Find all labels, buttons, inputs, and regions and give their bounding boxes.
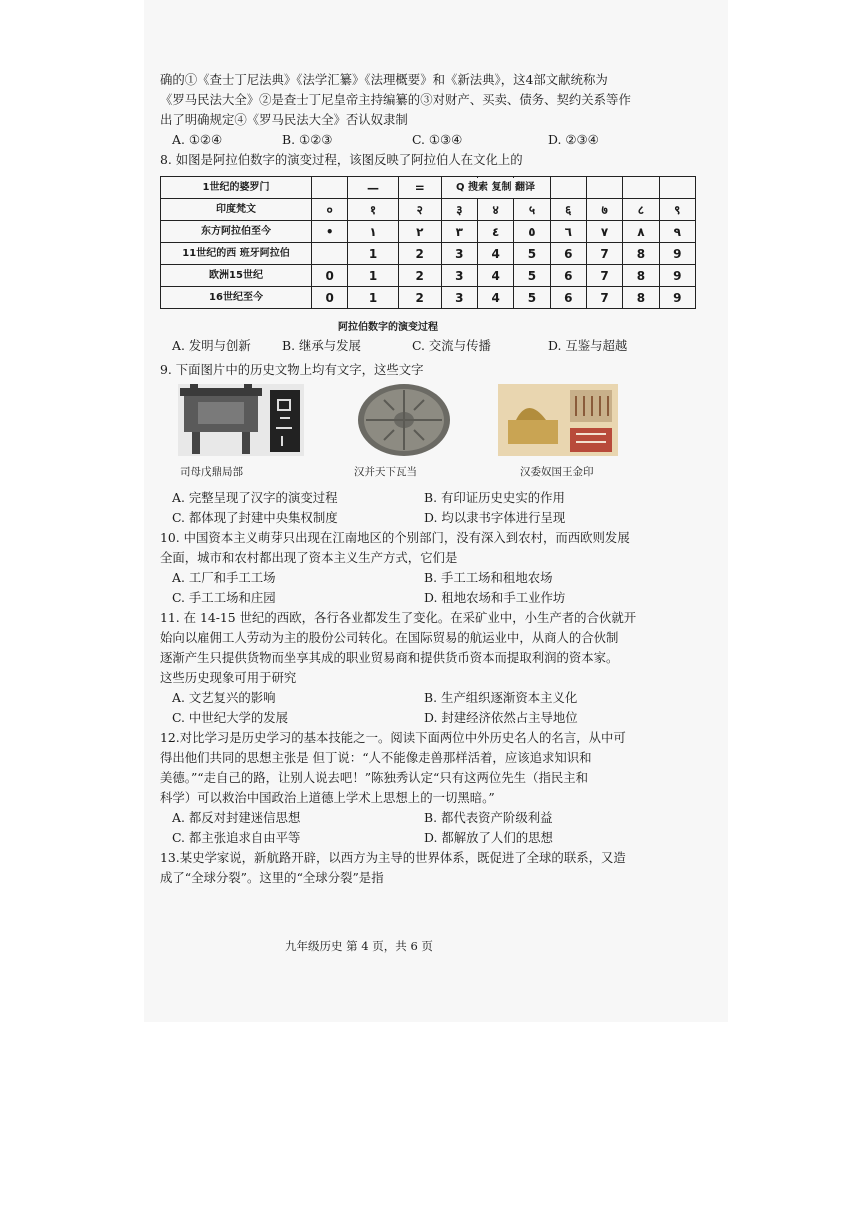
numeral-cell: २ xyxy=(398,199,441,221)
q10-options-row-1 xyxy=(160,568,722,588)
gold-seal-picture xyxy=(498,384,618,456)
numeral-row-head: 欧洲15世纪 xyxy=(161,265,312,287)
exam-sheet xyxy=(144,0,728,1022)
numeral-cell: ٢ xyxy=(398,221,441,243)
numeral-cell: 9 xyxy=(659,287,695,309)
q10-option-b[interactable]: B. 手工工场和租地农场 xyxy=(424,570,553,585)
q7-option-d[interactable]: D. ②③④ xyxy=(548,132,599,147)
numeral-cell: 9 xyxy=(659,265,695,287)
q10-option-c[interactable]: C. 手工工场和庄园 xyxy=(172,590,276,605)
q12-option-a[interactable]: A. 都反对封建迷信思想 xyxy=(172,810,301,825)
q9-stem: 9. 下面图片中的历史文物上均有文字，这些文字 xyxy=(160,362,424,377)
numeral-cell: 2 xyxy=(398,243,441,265)
numeral-row-head: 16世纪至今 xyxy=(161,287,312,309)
numeral-cell: 4 xyxy=(478,287,514,309)
table-caption: 阿拉伯数字的演变过程 xyxy=(338,322,438,333)
numeral-cell xyxy=(312,243,348,265)
numeral-row-head: 1世纪的婆罗门 xyxy=(161,177,312,199)
numeral-cell: 7 xyxy=(586,265,622,287)
q12-line: 得出他们共同的思想主张是 但丁说：“人不能像走兽那样活着，应该追求知识和 xyxy=(160,750,592,765)
q11-option-d[interactable]: D. 封建经济依然占主导地位 xyxy=(424,710,578,725)
numeral-cell: 5 xyxy=(514,287,550,309)
numeral-row-head: 11世纪的西 班牙阿拉伯 xyxy=(161,243,312,265)
numeral-cell: ٩ xyxy=(659,221,695,243)
numeral-cell xyxy=(659,177,695,199)
numeral-row-head: 印度梵文 xyxy=(161,199,312,221)
q7-option-b[interactable]: B. ①②③ xyxy=(282,132,333,147)
numeral-cell: — xyxy=(348,177,398,199)
q12-options-row-1 xyxy=(160,808,722,828)
q10-option-d[interactable]: D. 租地农场和手工业作坊 xyxy=(424,590,566,605)
q12-option-b[interactable]: B. 都代表资产阶级利益 xyxy=(424,810,553,825)
numeral-cell: 6 xyxy=(550,287,586,309)
numeral-table-row xyxy=(161,287,696,309)
q9-options-row-1 xyxy=(160,488,722,508)
q8-option-c[interactable]: C. 交流与传播 xyxy=(412,338,491,353)
numeral-cell: 4 xyxy=(478,243,514,265)
numeral-table-row xyxy=(161,243,696,265)
numeral-cell: 1 xyxy=(348,243,398,265)
numeral-cell: ٣ xyxy=(441,221,477,243)
numeral-cell: • xyxy=(312,221,348,243)
q11-options-row-2 xyxy=(160,708,722,728)
q8-stem: 8. 如图是阿拉伯数字的演变过程，该图反映了阿拉伯人在文化上的 xyxy=(160,152,523,167)
numeral-table-row xyxy=(161,199,696,221)
numeral-cell: 2 xyxy=(398,265,441,287)
eave-tile-picture xyxy=(356,384,452,456)
numeral-cell: 7 xyxy=(586,243,622,265)
numeral-cell: 3 xyxy=(441,287,477,309)
numeral-cell: 7 xyxy=(586,287,622,309)
numeral-cell: ५ xyxy=(514,199,550,221)
q9-option-d[interactable]: D. 均以隶书字体进行呈现 xyxy=(424,510,566,525)
q9-option-a[interactable]: A. 完整呈现了汉字的演变过程 xyxy=(172,490,338,505)
q13-line: 成了“全球分裂”。这里的“全球分裂”是指 xyxy=(160,870,384,885)
numeral-cell: 8 xyxy=(623,287,659,309)
numeral-cell xyxy=(623,177,659,199)
ding-vessel-picture xyxy=(178,384,304,456)
numeral-cell: 6 xyxy=(550,265,586,287)
numeral-cell: ३ xyxy=(441,199,477,221)
q7-option-a[interactable]: A. ①②④ xyxy=(172,132,223,147)
q10-option-a[interactable]: A. 工厂和手工工场 xyxy=(172,570,276,585)
numeral-cell: ٨ xyxy=(623,221,659,243)
numeral-cell: ٦ xyxy=(550,221,586,243)
q12-line: 美德。”“走自己的路，让别人说去吧！”陈独秀认定“只有这两位先生（指民主和 xyxy=(160,770,589,785)
numeral-cell: 5 xyxy=(514,243,550,265)
q10-line: 全面，城市和农村都出现了资本主义生产方式，它们是 xyxy=(160,550,458,565)
q13-line: 13.某史学家说，新航路开辟，以西方为主导的世界体系，既促进了全球的联系，又造 xyxy=(160,850,626,865)
text-line: 《罗马民法大全》②是查士丁尼皇帝主持编纂的③对财产、买卖、债务、契约关系等作 xyxy=(160,92,631,107)
q12-option-d[interactable]: D. 都解放了人们的思想 xyxy=(424,830,553,845)
q8-option-b[interactable]: B. 继承与发展 xyxy=(282,338,361,353)
q12-option-c[interactable]: C. 都主张追求自由平等 xyxy=(172,830,301,845)
numeral-cell: ८ xyxy=(623,199,659,221)
numeral-cell xyxy=(312,177,348,199)
numeral-cell: 5 xyxy=(514,265,550,287)
page-footer: 九年级历史 第 4 页，共 6 页 xyxy=(285,939,433,953)
numeral-cell: 8 xyxy=(623,243,659,265)
q11-options-row-1 xyxy=(160,688,722,708)
page-content xyxy=(160,70,722,888)
numeral-cell: 2 xyxy=(398,287,441,309)
q9-option-b[interactable]: B. 有印证历史史实的作用 xyxy=(424,490,565,505)
q7-option-c[interactable]: C. ①③④ xyxy=(412,132,463,147)
q9-option-c[interactable]: C. 都体现了封建中央集权制度 xyxy=(172,510,338,525)
q11-line: 始向以雇佣工人劳动为主的股份公司转化。在国际贸易的航运业中，从商人的合伙制 xyxy=(160,630,619,645)
q8-option-a[interactable]: A. 发明与创新 xyxy=(172,338,251,353)
numeral-cell: = xyxy=(398,177,441,199)
text-line: 出了明确规定④《罗马民法大全》否认奴隶制 xyxy=(160,112,408,127)
q10-options-row-2 xyxy=(160,588,722,608)
picture-caption-2: 汉并天下瓦当 xyxy=(354,466,417,478)
q10-line: 10. 中国资本主义萌芽只出现在江南地区的个别部门，没有深入到农村，而西欧则发展 xyxy=(160,530,630,545)
relic-pictures xyxy=(160,384,722,484)
numeral-cell: ٤ xyxy=(478,221,514,243)
picture-caption-1: 司母戊鼎局部 xyxy=(180,466,243,478)
numeral-cell: ० xyxy=(312,199,348,221)
numeral-cell: ४ xyxy=(478,199,514,221)
q9-options-row-2 xyxy=(160,508,722,528)
numeral-cell: ९ xyxy=(659,199,695,221)
numeral-cell xyxy=(550,177,586,199)
q12-line: 科学）可以救治中国政治上道德上学术上思想上的一切黑暗。” xyxy=(160,790,495,805)
numeral-cell: 9 xyxy=(659,243,695,265)
numeral-cell: ٥ xyxy=(514,221,550,243)
numeral-cell: ६ xyxy=(550,199,586,221)
numeral-cell: १ xyxy=(348,199,398,221)
numeral-cell: 0 xyxy=(312,287,348,309)
q11-option-b[interactable]: B. 生产组织逐渐资本主义化 xyxy=(424,690,578,705)
numeral-cell: ७ xyxy=(586,199,622,221)
numeral-table-figure xyxy=(160,176,722,334)
numeral-cell: 1 xyxy=(348,265,398,287)
q8-options xyxy=(160,336,722,356)
numeral-evolution-table xyxy=(160,176,696,309)
q7-options xyxy=(160,130,722,150)
q11-line: 这些历史现象可用于研究 xyxy=(160,670,297,685)
numeral-table-row xyxy=(161,265,696,287)
numeral-row-head: 东方阿拉伯至今 xyxy=(161,221,312,243)
numeral-cell: 8 xyxy=(623,265,659,287)
q12-options-row-2 xyxy=(160,828,722,848)
numeral-cell: ٧ xyxy=(586,221,622,243)
numeral-cell: 0 xyxy=(312,265,348,287)
numeral-cell: 3 xyxy=(441,265,477,287)
numeral-cell: 1 xyxy=(348,287,398,309)
numeral-cell: 6 xyxy=(550,243,586,265)
q11-option-a[interactable]: A. 文艺复兴的影响 xyxy=(172,690,276,705)
q8-option-d[interactable]: D. 互鉴与超越 xyxy=(548,338,628,353)
numeral-cell xyxy=(586,177,622,199)
text-line: 确的①《查士丁尼法典》《法学汇纂》《法理概要》和《新法典》，这4部文献统称为 xyxy=(160,72,608,87)
q11-line: 11. 在 14-15 世纪的西欧，各行各业都发生了变化。在采矿业中，小生产者的合伙就开 xyxy=(160,610,637,625)
numeral-cell: ١ xyxy=(348,221,398,243)
numeral-cell: 4 xyxy=(478,265,514,287)
row1-overlay-text: Q 搜索 复制 翻译 xyxy=(456,178,535,198)
numeral-cell: 3 xyxy=(441,243,477,265)
numeral-table-row xyxy=(161,221,696,243)
q11-option-c[interactable]: C. 中世纪大学的发展 xyxy=(172,710,289,725)
numeral-table-row xyxy=(161,177,696,199)
q12-line: 12.对比学习是历史学习的基本技能之一。阅读下面两位中外历史名人的名言，从中可 xyxy=(160,730,626,745)
q11-line: 逐渐产生只提供货物而坐享其成的职业贸易商和提供货币资本而提取利润的资本家。 xyxy=(160,650,619,665)
picture-caption-3: 汉委奴国王金印 xyxy=(520,466,594,478)
